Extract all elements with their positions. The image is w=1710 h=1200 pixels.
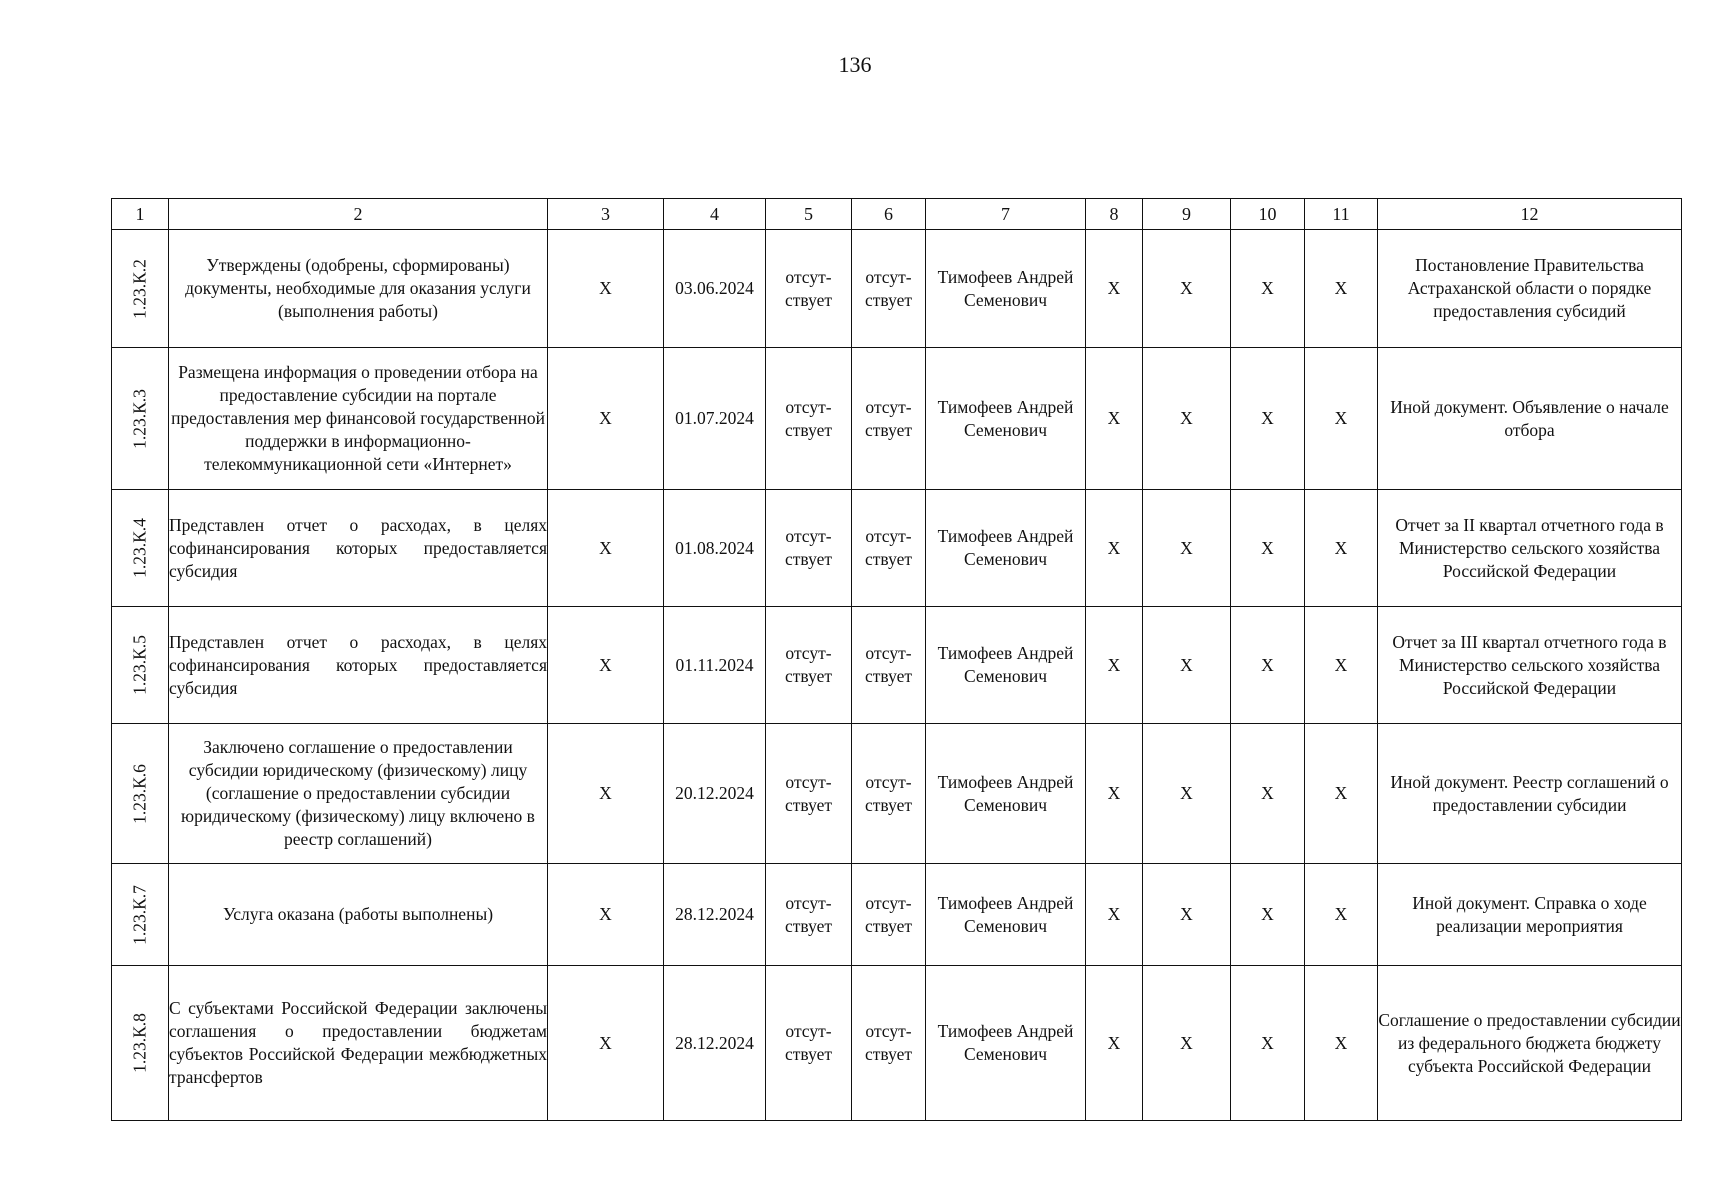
row-col9: X — [1143, 724, 1231, 864]
row-col11: X — [1305, 348, 1378, 490]
table-row — [112, 966, 1682, 1121]
row-col11: X — [1305, 864, 1378, 966]
row-col9: X — [1143, 490, 1231, 607]
row-date: 20.12.2024 — [664, 724, 766, 864]
column-number-row — [112, 199, 1682, 230]
col-header: 4 — [664, 199, 766, 230]
row-description: Представлен отчет о расходах, в целях софинансирования которых предоставляется субсидия — [169, 607, 548, 724]
row-col5: отсут-ствует — [766, 490, 852, 607]
row-code: 1.23.К.3 — [129, 388, 150, 449]
row-col8: X — [1086, 348, 1143, 490]
row-code: 1.23.К.5 — [129, 635, 150, 695]
row-description: С субъектами Российской Федерации заключены соглашения о предоставлении бюджетам субъектов Российской Федерации межбюджетных трансфертов — [169, 966, 548, 1121]
row-col5: отсут-ствует — [766, 348, 852, 490]
row-col8: X — [1086, 230, 1143, 348]
row-code: 1.23.К.2 — [129, 258, 150, 319]
col-header: 5 — [766, 199, 852, 230]
table-row — [112, 864, 1682, 966]
row-col3: X — [548, 490, 664, 607]
col-header: 9 — [1143, 199, 1231, 230]
row-document: Иной документ. Справка о ходе реализации мероприятия — [1378, 864, 1682, 966]
row-code-cell — [112, 490, 169, 607]
table-row — [112, 230, 1682, 348]
row-date: 01.07.2024 — [664, 348, 766, 490]
row-code-cell — [112, 864, 169, 966]
row-col3: X — [548, 966, 664, 1121]
row-code-cell — [112, 348, 169, 490]
row-col6: отсут-ствует — [852, 864, 926, 966]
table-row — [112, 607, 1682, 724]
col-header: 8 — [1086, 199, 1143, 230]
col-header: 2 — [169, 199, 548, 230]
row-col9: X — [1143, 607, 1231, 724]
col-header: 1 — [112, 199, 169, 230]
row-col5: отсут-ствует — [766, 724, 852, 864]
row-col10: X — [1231, 966, 1305, 1121]
row-responsible: Тимофеев Андрей Семенович — [926, 724, 1086, 864]
row-col11: X — [1305, 490, 1378, 607]
row-code-cell — [112, 607, 169, 724]
row-col3: X — [548, 230, 664, 348]
table-row — [112, 490, 1682, 607]
row-col8: X — [1086, 966, 1143, 1121]
row-col10: X — [1231, 490, 1305, 607]
row-col10: X — [1231, 724, 1305, 864]
row-description: Представлен отчет о расходах, в целях софинансирования которых предоставляется субсидия — [169, 490, 548, 607]
row-col8: X — [1086, 864, 1143, 966]
table-row — [112, 348, 1682, 490]
row-code-cell — [112, 230, 169, 348]
row-date: 28.12.2024 — [664, 864, 766, 966]
row-responsible: Тимофеев Андрей Семенович — [926, 864, 1086, 966]
row-col10: X — [1231, 348, 1305, 490]
row-description: Размещена информация о проведении отбора на предоставление субсидии на портале предоставления мер финансовой государственной поддержки в информационно-телекоммуникационной сети «Интернет» — [169, 348, 548, 490]
row-col5: отсут-ствует — [766, 607, 852, 724]
row-description: Заключено соглашение о предоставлении субсидии юридическому (физическому) лицу (соглашение о предоставлении субсидии юридическому (физическому) лицу включено в реестр соглашений) — [169, 724, 548, 864]
row-col6: отсут-ствует — [852, 724, 926, 864]
row-code: 1.23.К.4 — [129, 518, 150, 578]
row-col9: X — [1143, 966, 1231, 1121]
row-code: 1.23.К.8 — [129, 1013, 150, 1073]
row-responsible: Тимофеев Андрей Семенович — [926, 607, 1086, 724]
row-col5: отсут-ствует — [766, 230, 852, 348]
row-col6: отсут-ствует — [852, 348, 926, 490]
row-description: Услуга оказана (работы выполнены) — [169, 864, 548, 966]
row-col8: X — [1086, 607, 1143, 724]
row-col11: X — [1305, 607, 1378, 724]
row-responsible: Тимофеев Андрей Семенович — [926, 966, 1086, 1121]
schedule-table — [111, 198, 1682, 1121]
row-responsible: Тимофеев Андрей Семенович — [926, 230, 1086, 348]
row-col6: отсут-ствует — [852, 607, 926, 724]
row-col9: X — [1143, 348, 1231, 490]
row-document: Иной документ. Реестр соглашений о предоставлении субсидии — [1378, 724, 1682, 864]
row-document: Постановление Правительства Астраханской области о порядке предоставления субсидий — [1378, 230, 1682, 348]
row-date: 01.11.2024 — [664, 607, 766, 724]
row-col5: отсут-ствует — [766, 966, 852, 1121]
row-code-cell — [112, 966, 169, 1121]
row-col10: X — [1231, 607, 1305, 724]
row-col3: X — [548, 724, 664, 864]
row-responsible: Тимофеев Андрей Семенович — [926, 490, 1086, 607]
row-col3: X — [548, 607, 664, 724]
col-header: 12 — [1378, 199, 1682, 230]
row-col6: отсут-ствует — [852, 966, 926, 1121]
col-header: 10 — [1231, 199, 1305, 230]
row-code: 1.23.К.6 — [129, 763, 150, 824]
row-date: 28.12.2024 — [664, 966, 766, 1121]
row-col9: X — [1143, 864, 1231, 966]
row-col6: отсут-ствует — [852, 490, 926, 607]
row-col6: отсут-ствует — [852, 230, 926, 348]
row-col11: X — [1305, 724, 1378, 864]
row-document: Отчет за III квартал отчетного года в Министерство сельского хозяйства Российской Федерации — [1378, 607, 1682, 724]
row-date: 01.08.2024 — [664, 490, 766, 607]
row-date: 03.06.2024 — [664, 230, 766, 348]
page-number: 136 — [838, 52, 872, 77]
row-document: Иной документ. Объявление о начале отбора — [1378, 348, 1682, 490]
row-code: 1.23.К.7 — [129, 884, 150, 945]
row-col8: X — [1086, 490, 1143, 607]
row-responsible: Тимофеев Андрей Семенович — [926, 348, 1086, 490]
row-col3: X — [548, 864, 664, 966]
row-col11: X — [1305, 966, 1378, 1121]
col-header: 11 — [1305, 199, 1378, 230]
row-col9: X — [1143, 230, 1231, 348]
row-col3: X — [548, 348, 664, 490]
row-col8: X — [1086, 724, 1143, 864]
row-document: Отчет за II квартал отчетного года в Министерство сельского хозяйства Российской Федерации — [1378, 490, 1682, 607]
row-col11: X — [1305, 230, 1378, 348]
col-header: 7 — [926, 199, 1086, 230]
table-row — [112, 724, 1682, 864]
row-col5: отсут-ствует — [766, 864, 852, 966]
col-header: 3 — [548, 199, 664, 230]
row-description: Утверждены (одобрены, сформированы) документы, необходимые для оказания услуги (выполнения работы) — [169, 230, 548, 348]
row-document: Соглашение о предоставлении субсидии из федерального бюджета бюджету субъекта Российской Федерации — [1378, 966, 1682, 1121]
col-header: 6 — [852, 199, 926, 230]
row-col10: X — [1231, 864, 1305, 966]
row-code-cell — [112, 724, 169, 864]
row-col10: X — [1231, 230, 1305, 348]
